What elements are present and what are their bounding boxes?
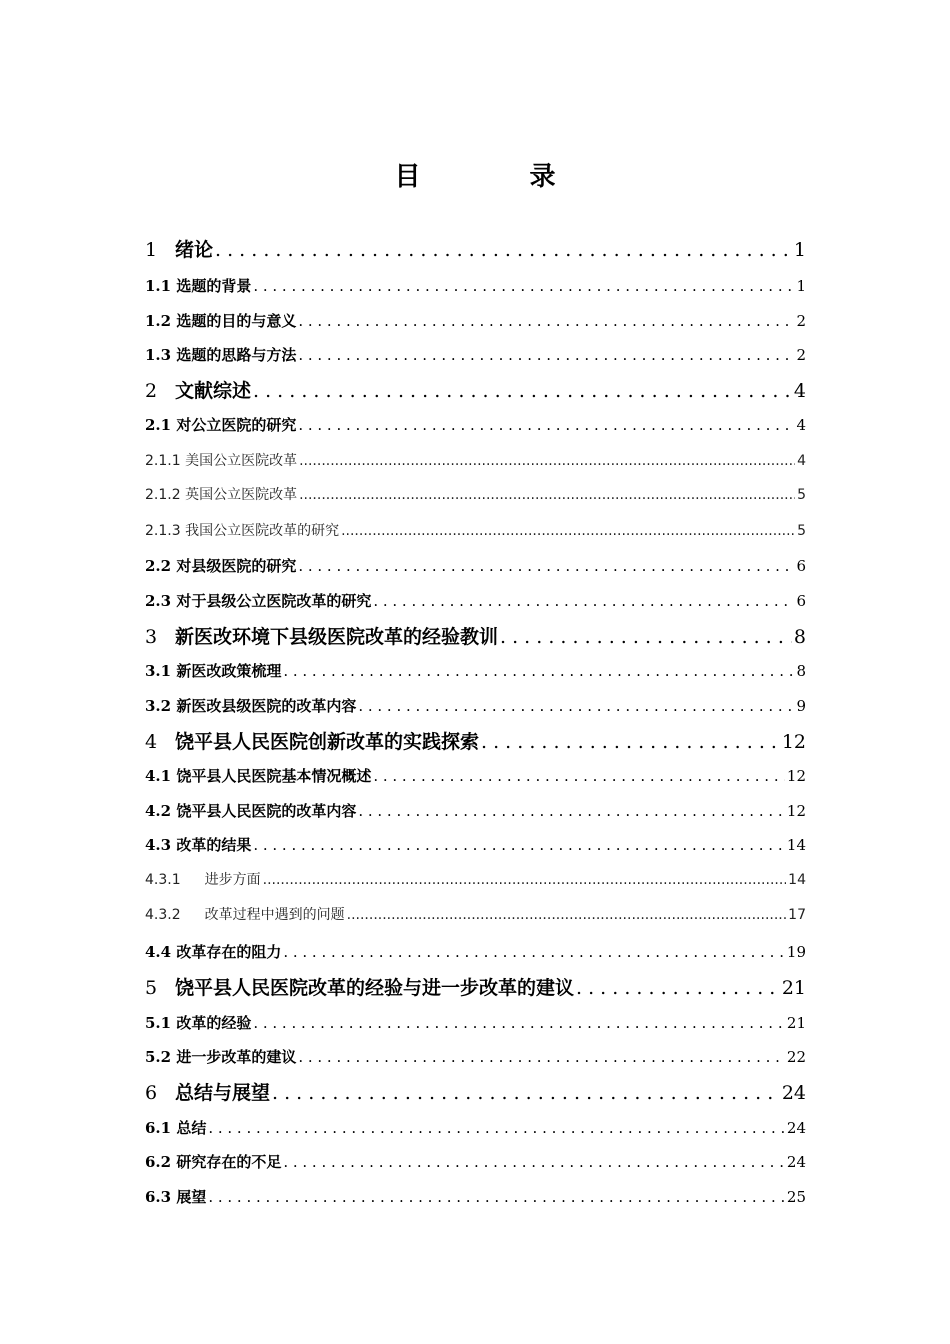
page-title: 目 录 <box>394 162 606 192</box>
toc-section-6-1[interactable] <box>145 1117 806 1141</box>
toc-section-2-3[interactable] <box>145 590 806 614</box>
chapter-title: 饶平县人民医院创新改革的实践探索 <box>175 731 480 753</box>
chapter-title: 绪论 <box>175 239 214 261</box>
page-number: 22 <box>786 1048 806 1066</box>
section-title: 4.3 改革的结果 <box>145 836 252 854</box>
dot-leader <box>272 1082 780 1104</box>
toc-section-1-1[interactable] <box>145 275 806 299</box>
page-number: 8 <box>796 662 806 680</box>
page-number: 5 <box>797 487 806 503</box>
chapter-title: 新医改环境下县级医院改革的经验教训 <box>175 626 499 648</box>
dot-leader <box>208 1119 785 1137</box>
section-title: 1.2 选题的目的与意义 <box>145 312 297 330</box>
section-title: 4.4 改革存在的阻力 <box>145 943 282 961</box>
section-title: 1.3 选题的思路与方法 <box>145 346 297 364</box>
subsection-number: 4.3.2 <box>145 907 181 923</box>
toc-chapter-1[interactable] <box>145 235 806 265</box>
chapter-number: 1 <box>145 239 158 261</box>
dot-leader <box>208 1188 785 1206</box>
chapter-title: 文献综述 <box>175 380 252 402</box>
toc-section-5-2[interactable] <box>145 1046 806 1070</box>
toc-section-6-2[interactable] <box>145 1151 806 1175</box>
page-number: 12 <box>786 802 806 820</box>
page-number: 14 <box>788 872 806 888</box>
dot-leader <box>253 380 792 402</box>
section-title: 6.1 总结 <box>145 1119 207 1137</box>
toc-subsection-4-3-1[interactable] <box>145 869 806 891</box>
section-title: 5.2 进一步改革的建议 <box>145 1048 297 1066</box>
dot-leader <box>299 487 795 503</box>
dot-leader <box>373 767 785 785</box>
page-number: 24 <box>786 1153 806 1171</box>
section-title: 4.2 饶平县人民医院的改革内容 <box>145 802 357 820</box>
toc-subsection-2-1-3[interactable] <box>145 520 806 542</box>
dot-leader <box>347 907 787 923</box>
page-number: 14 <box>786 836 806 854</box>
page-number: 24 <box>781 1082 806 1104</box>
page-number: 8 <box>793 626 806 648</box>
toc-section-4-1[interactable] <box>145 765 806 789</box>
dot-leader <box>283 1153 785 1171</box>
section-title: 6.2 研究存在的不足 <box>145 1153 282 1171</box>
dot-leader <box>298 1048 785 1066</box>
section-title: 2.3 对于县级公立医院改革的研究 <box>145 592 372 610</box>
section-title: 3.2 新医改县级医院的改革内容 <box>145 697 357 715</box>
page-number: 21 <box>781 977 806 999</box>
dot-leader <box>298 416 794 434</box>
chapter-number: 5 <box>145 977 158 999</box>
dot-leader <box>263 872 787 888</box>
chapter-number: 4 <box>145 731 158 753</box>
section-title: 3.1 新医改政策梳理 <box>145 662 282 680</box>
section-title: 5.1 改革的经验 <box>145 1014 252 1032</box>
dot-leader <box>253 277 794 295</box>
toc-subsection-2-1-1[interactable] <box>145 450 806 472</box>
toc-section-2-1[interactable] <box>145 414 806 438</box>
toc-chapter-2[interactable] <box>145 376 806 406</box>
section-title: 2.2 对县级医院的研究 <box>145 557 297 575</box>
toc-section-1-3[interactable] <box>145 344 806 368</box>
toc-chapter-6[interactable] <box>145 1078 806 1108</box>
section-title: 1.1 选题的背景 <box>145 277 252 295</box>
dot-leader <box>481 731 780 753</box>
dot-leader <box>500 626 792 648</box>
page-number: 4 <box>793 380 806 402</box>
section-title: 4.1 饶平县人民医院基本情况概述 <box>145 767 372 785</box>
dot-leader <box>298 557 794 575</box>
chapter-number: 6 <box>145 1082 158 1104</box>
page-number: 4 <box>797 453 806 469</box>
toc-section-1-2[interactable] <box>145 310 806 334</box>
dot-leader <box>576 977 780 999</box>
page-number: 4 <box>796 416 806 434</box>
toc-section-4-3[interactable] <box>145 834 806 858</box>
chapter-number: 3 <box>145 626 158 648</box>
section-title: 2.1 对公立医院的研究 <box>145 416 297 434</box>
page-number: 2 <box>796 346 806 364</box>
toc-chapter-4[interactable] <box>145 727 806 757</box>
subsection-title: 进步方面 <box>204 872 261 888</box>
toc-chapter-5[interactable] <box>145 973 806 1003</box>
dot-leader <box>298 346 794 364</box>
chapter-title: 饶平县人民医院改革的经验与进一步改革的建议 <box>175 977 575 999</box>
subsection-title: 2.1.2 英国公立医院改革 <box>145 487 298 503</box>
subsection-title: 2.1.1 美国公立医院改革 <box>145 453 298 469</box>
dot-leader <box>253 836 785 854</box>
page-number: 9 <box>796 697 806 715</box>
chapter-title: 总结与展望 <box>175 1082 271 1104</box>
chapter-number: 2 <box>145 380 158 402</box>
dot-leader <box>358 802 785 820</box>
dot-leader <box>253 1014 785 1032</box>
page-number: 12 <box>786 767 806 785</box>
toc-section-3-1[interactable] <box>145 660 806 684</box>
page-number: 19 <box>786 943 806 961</box>
dot-leader <box>373 592 794 610</box>
toc-section-6-3[interactable] <box>145 1186 806 1210</box>
toc-section-3-2[interactable] <box>145 695 806 719</box>
page-number: 12 <box>781 731 806 753</box>
page-number: 2 <box>796 312 806 330</box>
page-number: 21 <box>786 1014 806 1032</box>
page-number: 17 <box>788 907 806 923</box>
page-number: 24 <box>786 1119 806 1137</box>
dot-leader <box>298 312 794 330</box>
dot-leader <box>358 697 794 715</box>
toc-section-4-2[interactable] <box>145 800 806 824</box>
subsection-number: 4.3.1 <box>145 872 181 888</box>
page-number: 5 <box>797 523 806 539</box>
page-number: 1 <box>793 239 806 261</box>
dot-leader <box>283 662 794 680</box>
page-number: 25 <box>786 1188 806 1206</box>
dot-leader <box>341 523 795 539</box>
page-number: 1 <box>796 277 806 295</box>
subsection-title: 2.1.3 我国公立医院改革的研究 <box>145 523 340 539</box>
toc-subsection-4-3-2[interactable] <box>145 904 806 926</box>
section-title: 6.3 展望 <box>145 1188 207 1206</box>
toc-subsection-2-1-2[interactable] <box>145 484 806 506</box>
dot-leader <box>283 943 785 961</box>
toc-section-4-4[interactable] <box>145 941 806 965</box>
page-number: 6 <box>796 592 806 610</box>
toc-section-5-1[interactable] <box>145 1012 806 1036</box>
dot-leader <box>215 239 792 261</box>
subsection-title: 改革过程中遇到的问题 <box>204 907 345 923</box>
dot-leader <box>299 453 795 469</box>
page-number: 6 <box>796 557 806 575</box>
toc-section-2-2[interactable] <box>145 555 806 579</box>
toc-chapter-3[interactable] <box>145 622 806 652</box>
